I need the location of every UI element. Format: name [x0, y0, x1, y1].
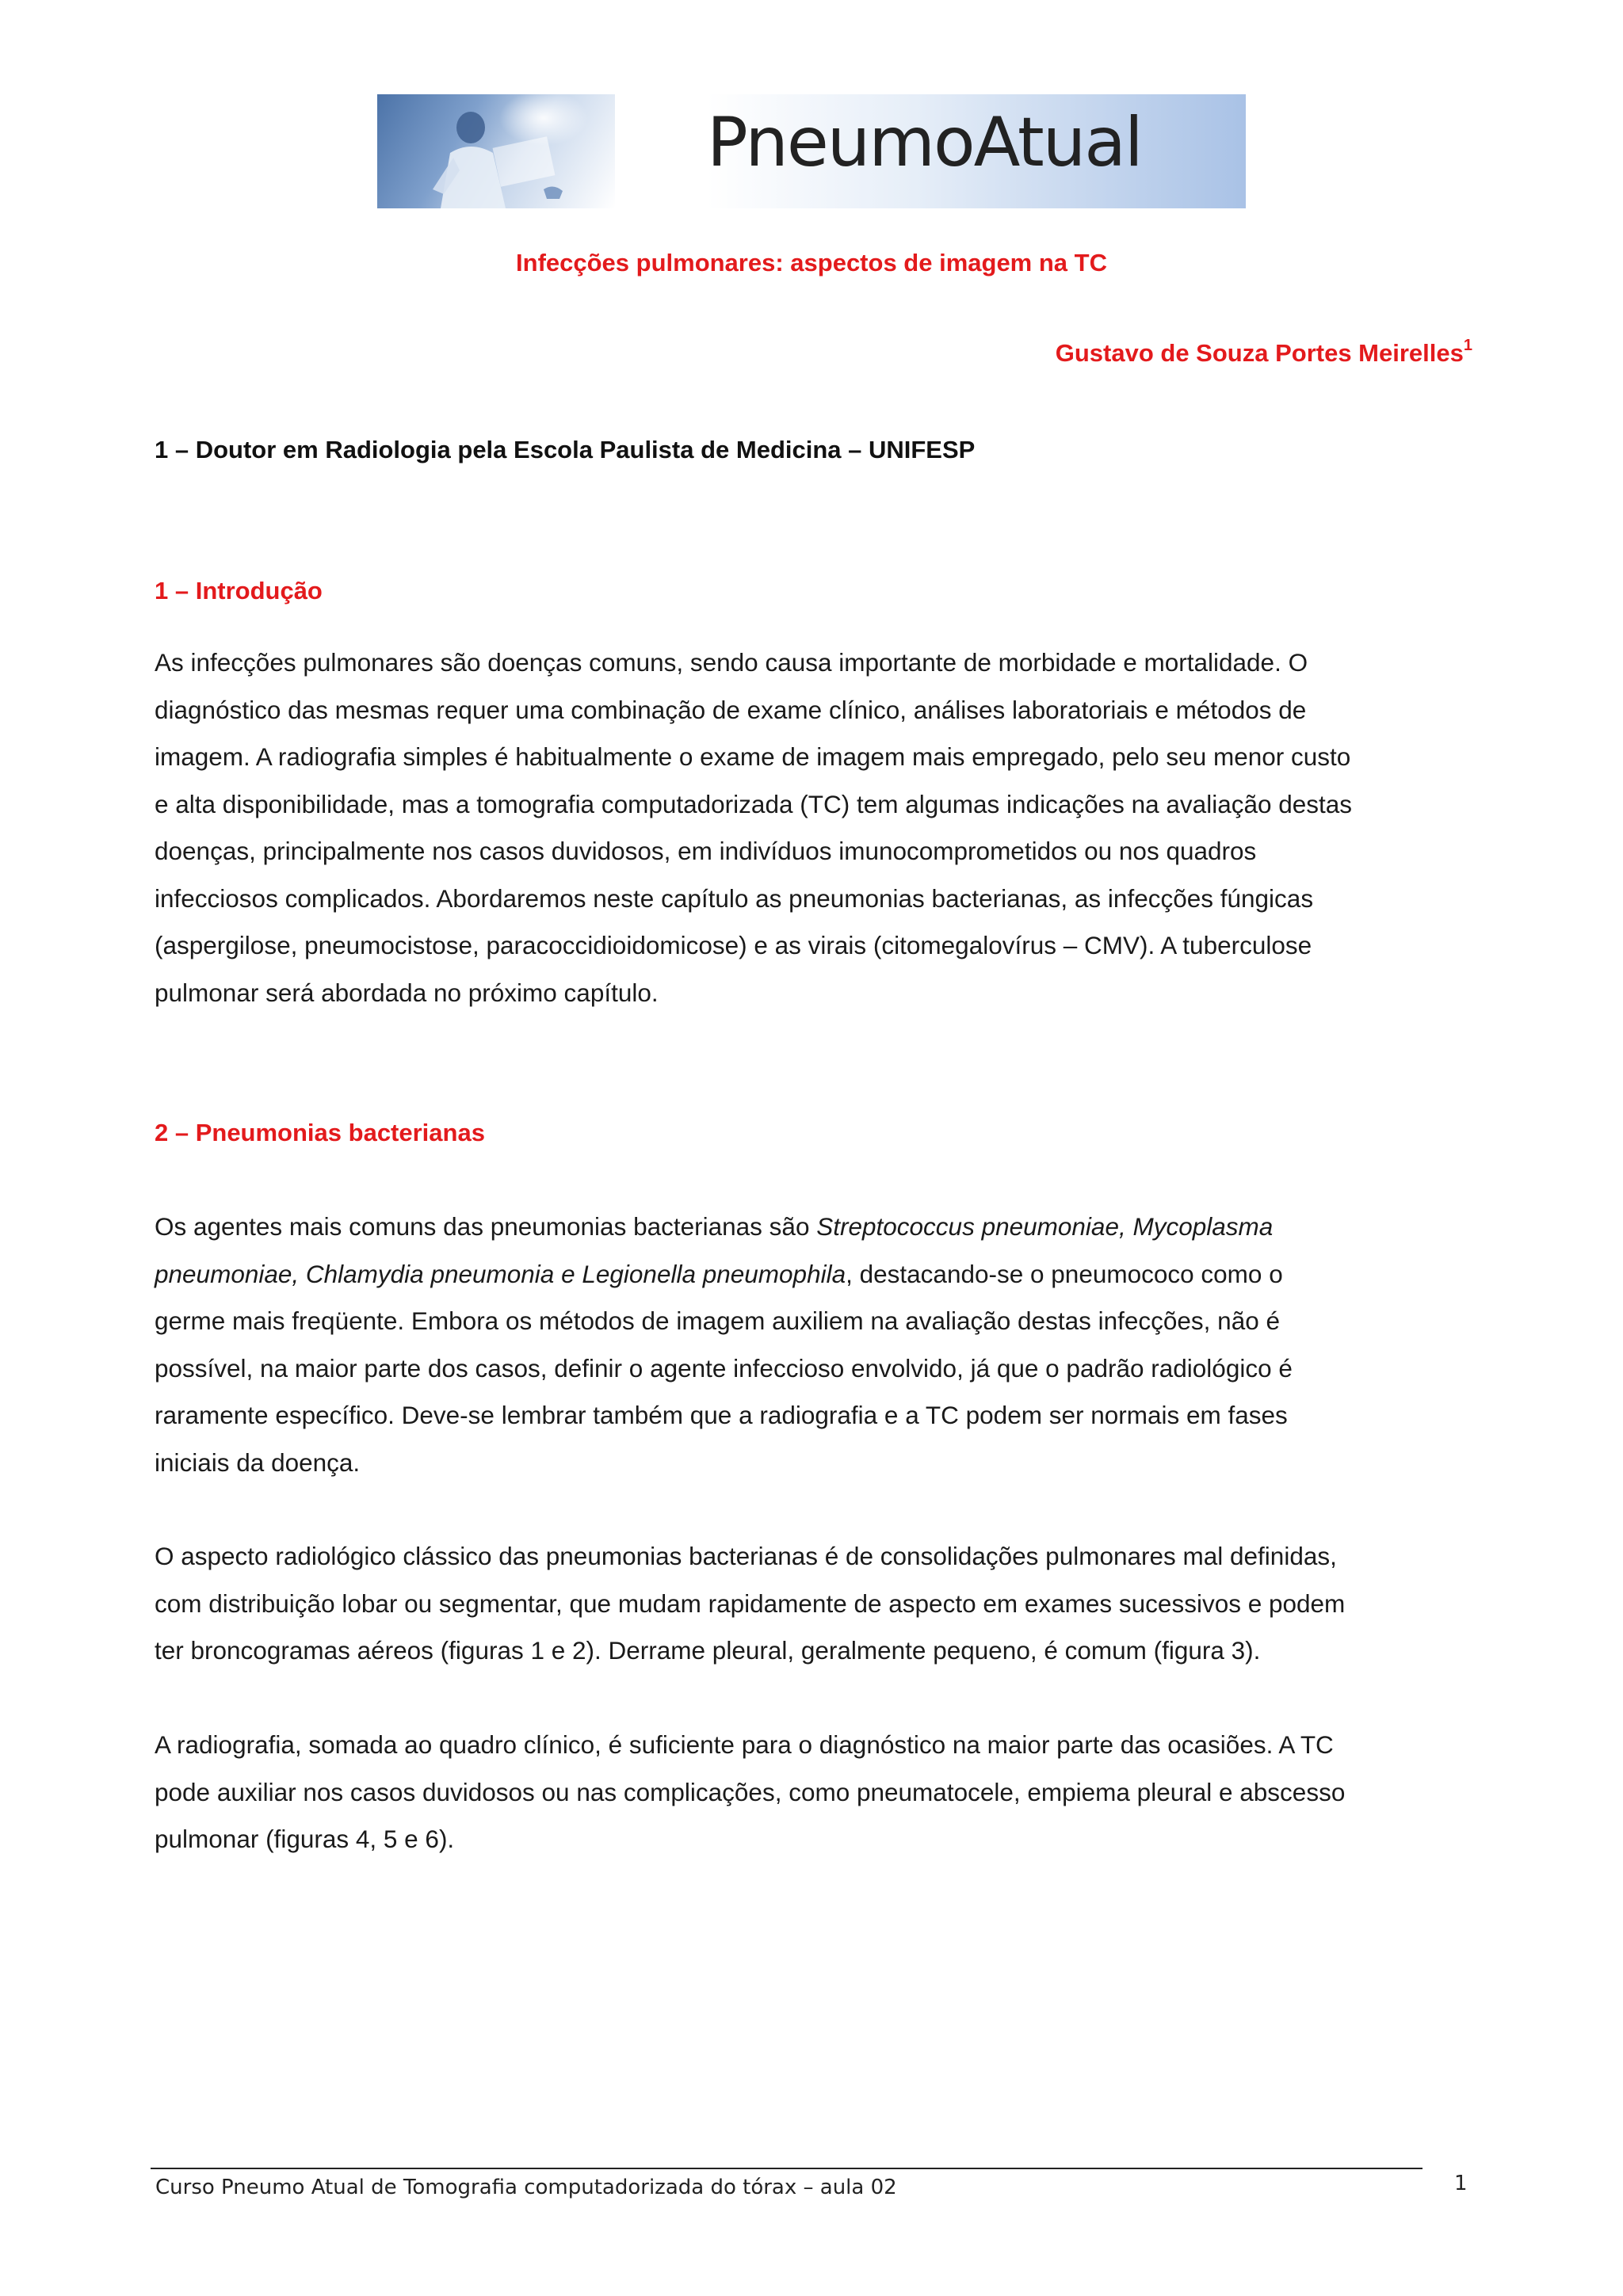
paragraph-line: infecciosos complicados. Abordaremos neste capítulo as pneumonias bacterianas, as infecções fúngicas: [155, 883, 1314, 913]
paragraph-line: (aspergilose, pneumocistose, paracoccidioidomicose) e as virais (citomegalovírus – CMV). A tuberculose: [155, 931, 1312, 959]
paragraph-line: pulmonar será abordada no próximo capítulo.: [155, 978, 659, 1007]
paragraph-line: pulmonar (figuras 4, 5 e 6).: [155, 1825, 455, 1853]
paragraph-line: As infecções pulmonares são doenças comuns, sendo causa importante de morbidade e mortalidade. O: [155, 648, 1308, 677]
paragraph-line: possível, na maior parte dos casos, definir o agente infeccioso envolvido, já que o padrão radiológico é: [155, 1353, 1293, 1383]
pneumoatual-wordmark: PneumoAtual: [707, 103, 1142, 182]
section-heading-introduction: 1 – Introdução: [155, 577, 323, 605]
footer-course-title: Curso Pneumo Atual de Tomografia computadorizada do tórax – aula 02: [155, 2176, 897, 2199]
pneumoatual-logo-banner: [377, 94, 1246, 208]
paragraph-line: diagnóstico das mesmas requer uma combinação de exame clínico, análises laboratoriais e métodos de: [155, 695, 1307, 724]
paragraph-line: O aspecto radiológico clássico das pneumonias bacterianas é de consolidações pulmonares mal definidas,: [155, 1542, 1337, 1570]
section-heading-bacterial-pneumonias: 2 – Pneumonias bacterianas: [155, 1119, 485, 1146]
footer-divider: [151, 2168, 1423, 2169]
author-line: [1056, 339, 1472, 368]
doctor-photo-image: [377, 94, 615, 208]
paragraph-line: e alta disponibilidade, mas a tomografia computadorizada (TC) tem algumas indicações na avaliação destas: [155, 789, 1353, 818]
paragraph-line: pode auxiliar nos casos duvidosos ou nas complicações, como pneumatocele, empiema pleural e abscesso: [155, 1777, 1346, 1806]
paragraph-line: ter broncogramas aéreos (figuras 1 e 2). Derrame pleural, geralmente pequeno, é comum (figura 3).: [155, 1636, 1261, 1665]
paragraph-line: imagem. A radiografia simples é habitualmente o exame de imagem mais empregado, pelo seu menor custo: [155, 742, 1351, 771]
paragraph-text: , destacando-se o pneumococo como o: [846, 1259, 1283, 1288]
author-affiliation: 1 – Doutor em Radiologia pela Escola Paulista de Medicina – UNIFESP: [155, 436, 976, 463]
bacterial-paragraph-1: [155, 1203, 1478, 1486]
paragraph-line: iniciais da doença.: [155, 1447, 361, 1477]
paragraph-line: [155, 1251, 1478, 1299]
paragraph-line: [155, 1203, 1478, 1251]
paragraph-line: doenças, principalmente nos casos duvidosos, em indivíduos imunocomprometidos ou nos quadros: [155, 837, 1257, 865]
author-name: Gustavo de Souza Portes Meirelles: [1055, 339, 1464, 367]
bacterial-paragraph-2: [155, 1533, 1478, 1675]
page-number: 1: [1454, 2172, 1468, 2195]
document-title: Infecções pulmonares: aspectos de imagem na TC: [516, 249, 1107, 277]
species-names-italic: pneumoniae, Chlamydia pneumonia e Legionella pneumophila: [155, 1259, 846, 1288]
paragraph-line: com distribuição lobar ou segmentar, que mudam rapidamente de aspecto em exames sucessivos e podem: [155, 1589, 1346, 1618]
introduction-paragraph: [155, 639, 1478, 1016]
paragraph-text: Os agentes mais comuns das pneumonias bacterianas são: [155, 1212, 817, 1241]
paragraph-line: A radiografia, somada ao quadro clínico, é suficiente para o diagnóstico na maior parte das ocasiões. A TC: [155, 1730, 1334, 1759]
author-footnote-mark: 1: [1463, 337, 1472, 354]
paragraph-line: raramente específico. Deve-se lembrar também que a radiografia e a TC podem ser normais em fases: [155, 1401, 1288, 1429]
species-names-italic: Streptococcus pneumoniae, Mycoplasma: [816, 1212, 1274, 1241]
bacterial-paragraph-3: [155, 1722, 1478, 1863]
paragraph-line: germe mais freqüente. Embora os métodos de imagem auxiliem na avaliação destas infecções, não é: [155, 1306, 1281, 1335]
